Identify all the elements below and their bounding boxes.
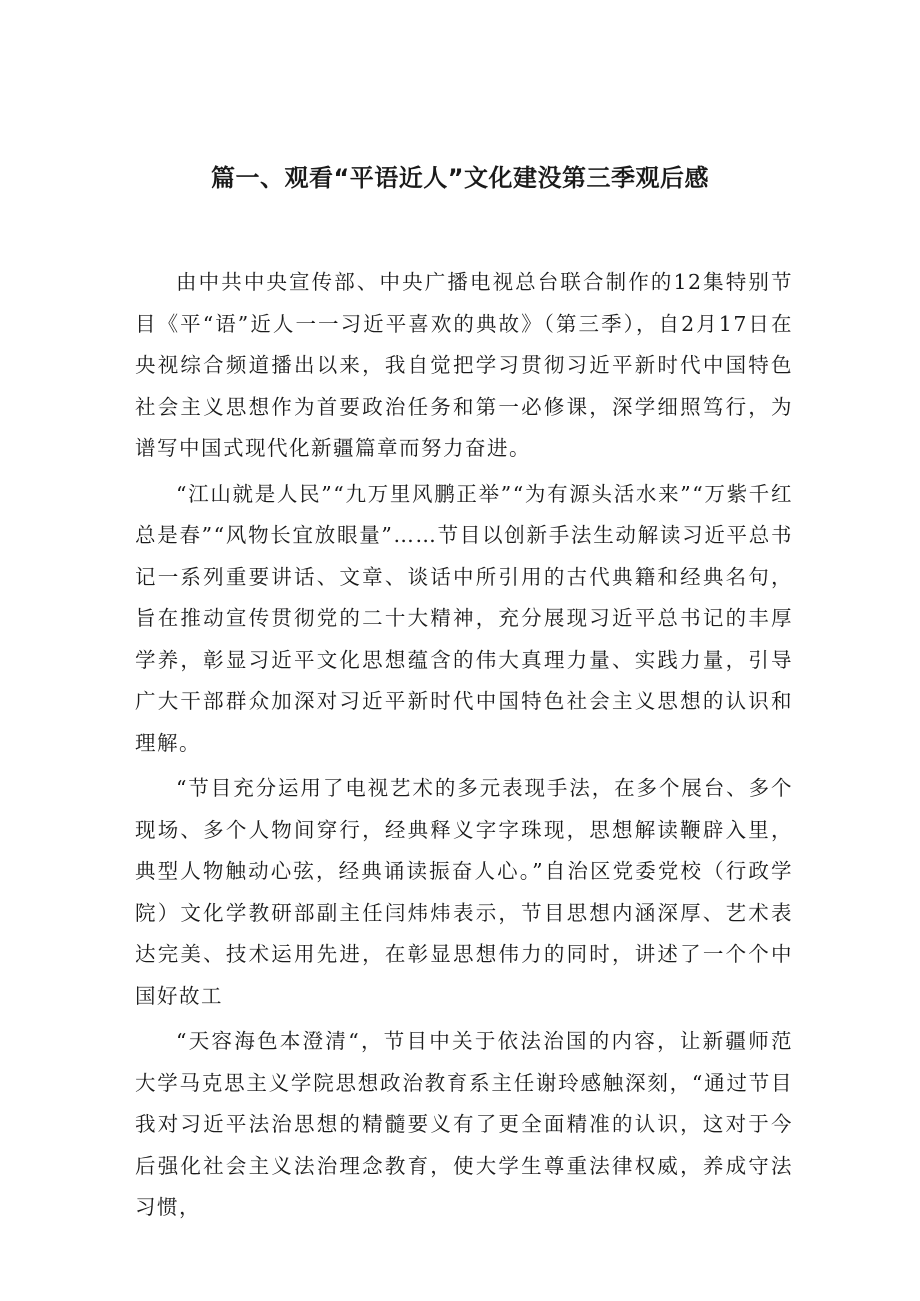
paragraph-4: “天容海色本澄清“，节目中关于依法治国的内容，让新疆师范大学马克思主义学院思想政治教育系主任谢玲感触深刻，“通过节目我对习近平法治思想的精髓要义有了更全面精准的认识，这对于今后强化社会主义法治理念教育，使大学生尊重法律权威，养成守法习惯， bbox=[135, 1029, 793, 1219]
paragraph-2: “江山就是人民”“九万里风鹏正举”“为有源头活水来”“万紫千红总是春”“风物长宜放眼量”……节目以创新手法生动解读习近平总书记一系列重要讲话、文章、谈话中所引用的古代典籍和经典名句，旨在推动宣传贯彻党的二十大精神，充分展现习近平总书记的丰厚学养，彰显习近平文化思想蕴含的伟大真理力量、实践力量，引导广大干部群众加深对习近平新时代中国特色社会主义思想的认识和理解。 bbox=[135, 481, 793, 755]
paragraph-3: “节目充分运用了电视艺术的多元表现手法，在多个展台、多个现场、多个人物间穿行，经典释义字字珠现，思想解读鞭辟入里，典型人物触动心弦，经典诵读振奋人心。”自治区党委党校（行政学院）文化学教研部副主任闫炜炜表示，节目思想内涵深厚、艺术表达完美、技术运用先进，在彰显思想伟力的同时，讲述了一个个中国好故工 bbox=[135, 776, 793, 1008]
paragraph-1: 由中共中央宣传部、中央广播电视总台联合制作的12集特别节目《平“语”近人一一习近平喜欢的典故》（第三季），自2月17日在央视综合频道播出以来，我自觉把学习贯彻习近平新时代中国特色社会主义思想作为首要政治任务和第一必修课，深学细照笃行，为谱写中国式现代化新疆篇章而努力奋进。 bbox=[135, 270, 793, 460]
document-body bbox=[135, 262, 793, 1233]
document-title: 篇一、观看“平语近人”文化建没第三季观后感 bbox=[210, 164, 710, 192]
